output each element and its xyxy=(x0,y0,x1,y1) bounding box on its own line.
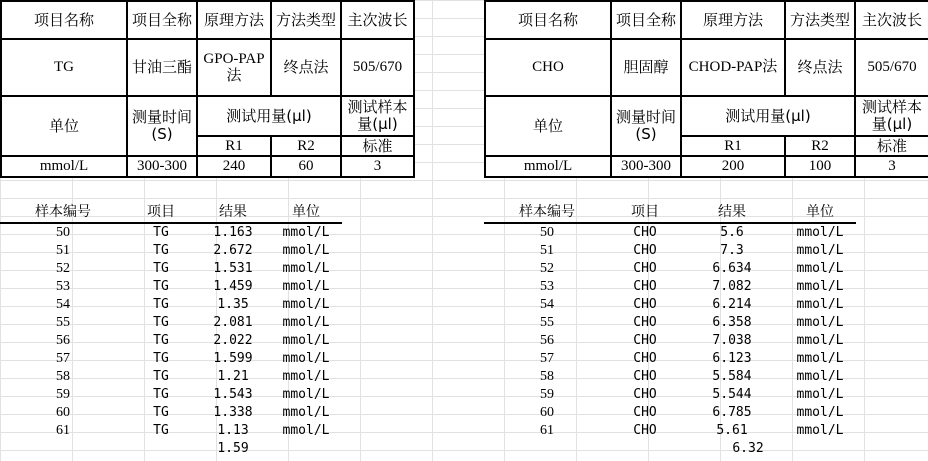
table-cell[interactable]: 7.082 xyxy=(712,279,752,294)
table-cell[interactable]: 60 xyxy=(56,405,70,420)
table-cell[interactable]: 52 xyxy=(540,261,554,276)
column-header[interactable]: 单位 xyxy=(806,204,834,220)
standard-label-cell[interactable]: 标准 xyxy=(341,136,414,156)
table-cell[interactable]: 50 xyxy=(540,225,554,240)
header-wavelength[interactable]: 主次波长 xyxy=(341,1,414,39)
table-cell[interactable]: 53 xyxy=(540,279,554,294)
table-cell[interactable]: CHO xyxy=(633,243,657,258)
table-cell[interactable]: mmol/L xyxy=(796,243,844,258)
tg-info-table xyxy=(0,0,415,178)
table-cell[interactable]: 5.61 xyxy=(716,423,748,438)
table-cell[interactable]: 61 xyxy=(540,423,554,438)
table-cell[interactable]: mmol/L xyxy=(796,369,844,384)
table-cell[interactable]: mmol/L xyxy=(282,369,330,384)
table-cell[interactable]: 5.6 xyxy=(720,225,744,240)
header-principle[interactable]: 原理方法 xyxy=(681,1,785,39)
table-cell[interactable]: TG xyxy=(153,243,169,258)
table-cell[interactable]: 61 xyxy=(56,423,70,438)
table-cell[interactable]: 57 xyxy=(56,351,70,366)
table-cell[interactable]: 1.338 xyxy=(213,405,253,420)
table-cell[interactable]: mmol/L xyxy=(796,405,844,420)
item-name-cell[interactable]: TG xyxy=(1,39,127,96)
r1-cell[interactable]: 200 xyxy=(681,156,785,177)
table-cell[interactable]: 2.672 xyxy=(213,243,253,258)
table-row xyxy=(0,242,342,260)
header-method-type[interactable]: 方法类型 xyxy=(785,1,855,39)
table-cell[interactable]: 6.358 xyxy=(712,315,752,330)
table-cell[interactable]: 51 xyxy=(540,243,554,258)
time-label-cell[interactable]: 测量时间(S) xyxy=(127,96,197,156)
table-cell[interactable]: mmol/L xyxy=(282,297,330,312)
table-cell[interactable]: mmol/L xyxy=(796,315,844,330)
table-cell[interactable]: 2.022 xyxy=(213,333,253,348)
table-row xyxy=(484,314,856,332)
time-cell[interactable]: 300-300 xyxy=(611,156,681,177)
header-method-type[interactable]: 方法类型 xyxy=(271,1,341,39)
table-cell[interactable]: mmol/L xyxy=(796,351,844,366)
results-header xyxy=(484,200,856,224)
header-item-name[interactable]: 项目名称 xyxy=(1,1,127,39)
column-header[interactable]: 结果 xyxy=(718,204,746,220)
table-cell[interactable]: mmol/L xyxy=(282,225,330,240)
table-cell[interactable]: TG xyxy=(153,279,169,294)
table-cell[interactable]: TG xyxy=(153,315,169,330)
table-cell[interactable]: 7.038 xyxy=(712,333,752,348)
table-cell[interactable]: 59 xyxy=(56,387,70,402)
table-row xyxy=(0,260,342,278)
header-full-name[interactable]: 项目全称 xyxy=(611,1,681,39)
table-cell[interactable]: 58 xyxy=(540,369,554,384)
table-cell[interactable]: 2.081 xyxy=(213,315,253,330)
full-name-cell[interactable]: 胆固醇 xyxy=(611,39,681,96)
table-cell[interactable]: 1.599 xyxy=(213,351,253,366)
table-row xyxy=(0,386,342,404)
table-cell[interactable]: 60 xyxy=(540,405,554,420)
full-name-cell[interactable]: 甘油三酯 xyxy=(127,39,197,96)
principle-cell[interactable]: GPO-PAP法 xyxy=(197,39,271,96)
table-cell[interactable]: mmol/L xyxy=(796,297,844,312)
table-cell[interactable]: mmol/L xyxy=(796,333,844,348)
table-cell[interactable]: 55 xyxy=(540,315,554,330)
table-cell[interactable]: 57 xyxy=(540,351,554,366)
table-row xyxy=(0,314,342,332)
header-full-name[interactable]: 项目全称 xyxy=(127,1,197,39)
table-cell[interactable]: CHO xyxy=(633,315,657,330)
table-cell[interactable]: mmol/L xyxy=(282,423,330,438)
sample-dosage-label-cell[interactable]: 测试样本量(μl) xyxy=(855,96,928,136)
table-cell[interactable]: 52 xyxy=(56,261,70,276)
table-cell[interactable]: TG xyxy=(153,333,169,348)
table-cell[interactable]: 1.163 xyxy=(213,225,253,240)
table-cell[interactable]: mmol/L xyxy=(796,225,844,240)
average-row xyxy=(0,440,342,458)
standard-label-cell[interactable]: 标准 xyxy=(855,136,928,156)
column-header[interactable]: 项目 xyxy=(631,204,659,220)
r1-label-cell[interactable]: R1 xyxy=(197,136,271,156)
r1-cell[interactable]: 240 xyxy=(197,156,271,177)
unit-cell[interactable]: mmol/L xyxy=(1,156,127,177)
table-cell[interactable]: 6.785 xyxy=(712,405,752,420)
table-cell[interactable]: 56 xyxy=(56,333,70,348)
table-row xyxy=(484,404,856,422)
table-cell[interactable]: CHO xyxy=(633,387,657,402)
table-cell[interactable]: mmol/L xyxy=(796,261,844,276)
table-row xyxy=(484,422,856,440)
table-row xyxy=(484,260,856,278)
table-cell[interactable]: 59 xyxy=(540,387,554,402)
table-cell[interactable]: 5.584 xyxy=(712,369,752,384)
r2-cell[interactable]: 100 xyxy=(785,156,855,177)
table-row xyxy=(484,242,856,260)
method-type-cell[interactable]: 终点法 xyxy=(785,39,855,96)
r2-label-cell[interactable]: R2 xyxy=(785,136,855,156)
table-cell[interactable]: 1.21 xyxy=(217,369,249,384)
column-header[interactable]: 单位 xyxy=(292,204,320,220)
cho-info-table xyxy=(484,0,928,178)
table-cell[interactable]: TG xyxy=(153,261,169,276)
table-cell[interactable]: TG xyxy=(153,297,169,312)
table-cell[interactable]: mmol/L xyxy=(282,261,330,276)
table-cell[interactable]: mmol/L xyxy=(282,405,330,420)
table-cell[interactable]: TG xyxy=(153,351,169,366)
table-cell[interactable]: mmol/L xyxy=(282,333,330,348)
table-cell[interactable]: 55 xyxy=(56,315,70,330)
table-row xyxy=(0,422,342,440)
time-cell[interactable]: 300-300 xyxy=(127,156,197,177)
table-row xyxy=(0,278,342,296)
table-cell[interactable]: 58 xyxy=(56,369,70,384)
standard-cell[interactable]: 3 xyxy=(855,156,928,177)
wavelength-cell[interactable]: 505/670 xyxy=(341,39,414,96)
table-row xyxy=(484,278,856,296)
results-header xyxy=(0,200,342,224)
average-value[interactable]: 1.59 xyxy=(217,441,249,456)
r2-cell[interactable]: 60 xyxy=(271,156,341,177)
table-cell[interactable]: CHO xyxy=(633,369,657,384)
table-cell[interactable]: mmol/L xyxy=(796,279,844,294)
table-cell[interactable]: mmol/L xyxy=(282,351,330,366)
cho-results-list xyxy=(484,200,856,458)
table-cell[interactable]: 1.543 xyxy=(213,387,253,402)
method-type-cell[interactable]: 终点法 xyxy=(271,39,341,96)
table-cell[interactable]: mmol/L xyxy=(282,387,330,402)
table-cell[interactable]: 5.544 xyxy=(712,387,752,402)
table-cell[interactable]: 6.634 xyxy=(712,261,752,276)
table-row xyxy=(0,224,342,242)
table-row xyxy=(0,296,342,314)
column-header[interactable]: 样本编号 xyxy=(35,204,91,220)
standard-cell[interactable]: 3 xyxy=(341,156,414,177)
header-wavelength[interactable]: 主次波长 xyxy=(855,1,928,39)
table-cell[interactable]: CHO xyxy=(633,405,657,420)
table-row xyxy=(484,386,856,404)
table-cell[interactable]: CHO xyxy=(633,297,657,312)
table-row xyxy=(484,368,856,386)
average-value[interactable]: 6.32 xyxy=(732,441,764,456)
unit-cell[interactable]: mmol/L xyxy=(485,156,611,177)
column-header[interactable]: 样本编号 xyxy=(519,204,575,220)
table-cell[interactable]: 51 xyxy=(56,243,70,258)
sample-dosage-label-cell[interactable]: 测试样本量(μl) xyxy=(341,96,414,136)
table-cell[interactable]: TG xyxy=(153,369,169,384)
unit-label-cell[interactable]: 单位 xyxy=(1,96,127,156)
column-header[interactable]: 结果 xyxy=(219,204,247,220)
tg-results-list xyxy=(0,200,342,458)
table-row xyxy=(0,404,342,422)
table-row xyxy=(484,296,856,314)
table-row xyxy=(484,350,856,368)
principle-cell[interactable]: CHOD-PAP法 xyxy=(681,39,785,96)
header-principle[interactable]: 原理方法 xyxy=(197,1,271,39)
table-cell[interactable]: CHO xyxy=(633,279,657,294)
table-row xyxy=(484,224,856,242)
dosage-label-cell[interactable]: 测试用量(μl) xyxy=(681,96,855,136)
table-cell[interactable]: CHO xyxy=(633,261,657,276)
table-cell[interactable]: mmol/L xyxy=(796,423,844,438)
header-item-name[interactable]: 项目名称 xyxy=(485,1,611,39)
table-cell[interactable]: TG xyxy=(153,423,169,438)
r2-label-cell[interactable]: R2 xyxy=(271,136,341,156)
table-row xyxy=(0,368,342,386)
table-cell[interactable]: 54 xyxy=(540,297,554,312)
table-cell[interactable]: mmol/L xyxy=(796,387,844,402)
item-name-cell[interactable]: CHO xyxy=(485,39,611,96)
table-cell[interactable]: 54 xyxy=(56,297,70,312)
unit-label-cell[interactable]: 单位 xyxy=(485,96,611,156)
table-cell[interactable]: mmol/L xyxy=(282,279,330,294)
table-cell[interactable]: 50 xyxy=(56,225,70,240)
table-cell[interactable]: TG xyxy=(153,387,169,402)
table-cell[interactable]: mmol/L xyxy=(282,243,330,258)
table-cell[interactable]: 7.3 xyxy=(720,243,744,258)
dosage-label-cell[interactable]: 测试用量(μl) xyxy=(197,96,341,136)
table-cell[interactable]: 6.214 xyxy=(712,297,752,312)
table-cell[interactable]: 56 xyxy=(540,333,554,348)
table-row xyxy=(0,332,342,350)
r1-label-cell[interactable]: R1 xyxy=(681,136,785,156)
table-cell[interactable]: 1.13 xyxy=(217,423,249,438)
table-row xyxy=(484,332,856,350)
table-cell[interactable]: 1.531 xyxy=(213,261,253,276)
time-label-cell[interactable]: 测量时间(S) xyxy=(611,96,681,156)
table-cell[interactable]: 1.459 xyxy=(213,279,253,294)
average-row xyxy=(484,440,856,458)
wavelength-cell[interactable]: 505/670 xyxy=(855,39,928,96)
table-cell[interactable]: TG xyxy=(153,225,169,240)
table-cell[interactable]: CHO xyxy=(633,333,657,348)
table-cell[interactable]: CHO xyxy=(633,225,657,240)
table-cell[interactable]: 6.123 xyxy=(712,351,752,366)
table-cell[interactable]: 53 xyxy=(56,279,70,294)
table-cell[interactable]: CHO xyxy=(633,351,657,366)
table-cell[interactable]: mmol/L xyxy=(282,315,330,330)
column-header[interactable]: 项目 xyxy=(147,204,175,220)
table-row xyxy=(0,350,342,368)
table-cell[interactable]: CHO xyxy=(633,423,657,438)
table-cell[interactable]: 1.35 xyxy=(217,297,249,312)
table-cell[interactable]: TG xyxy=(153,405,169,420)
